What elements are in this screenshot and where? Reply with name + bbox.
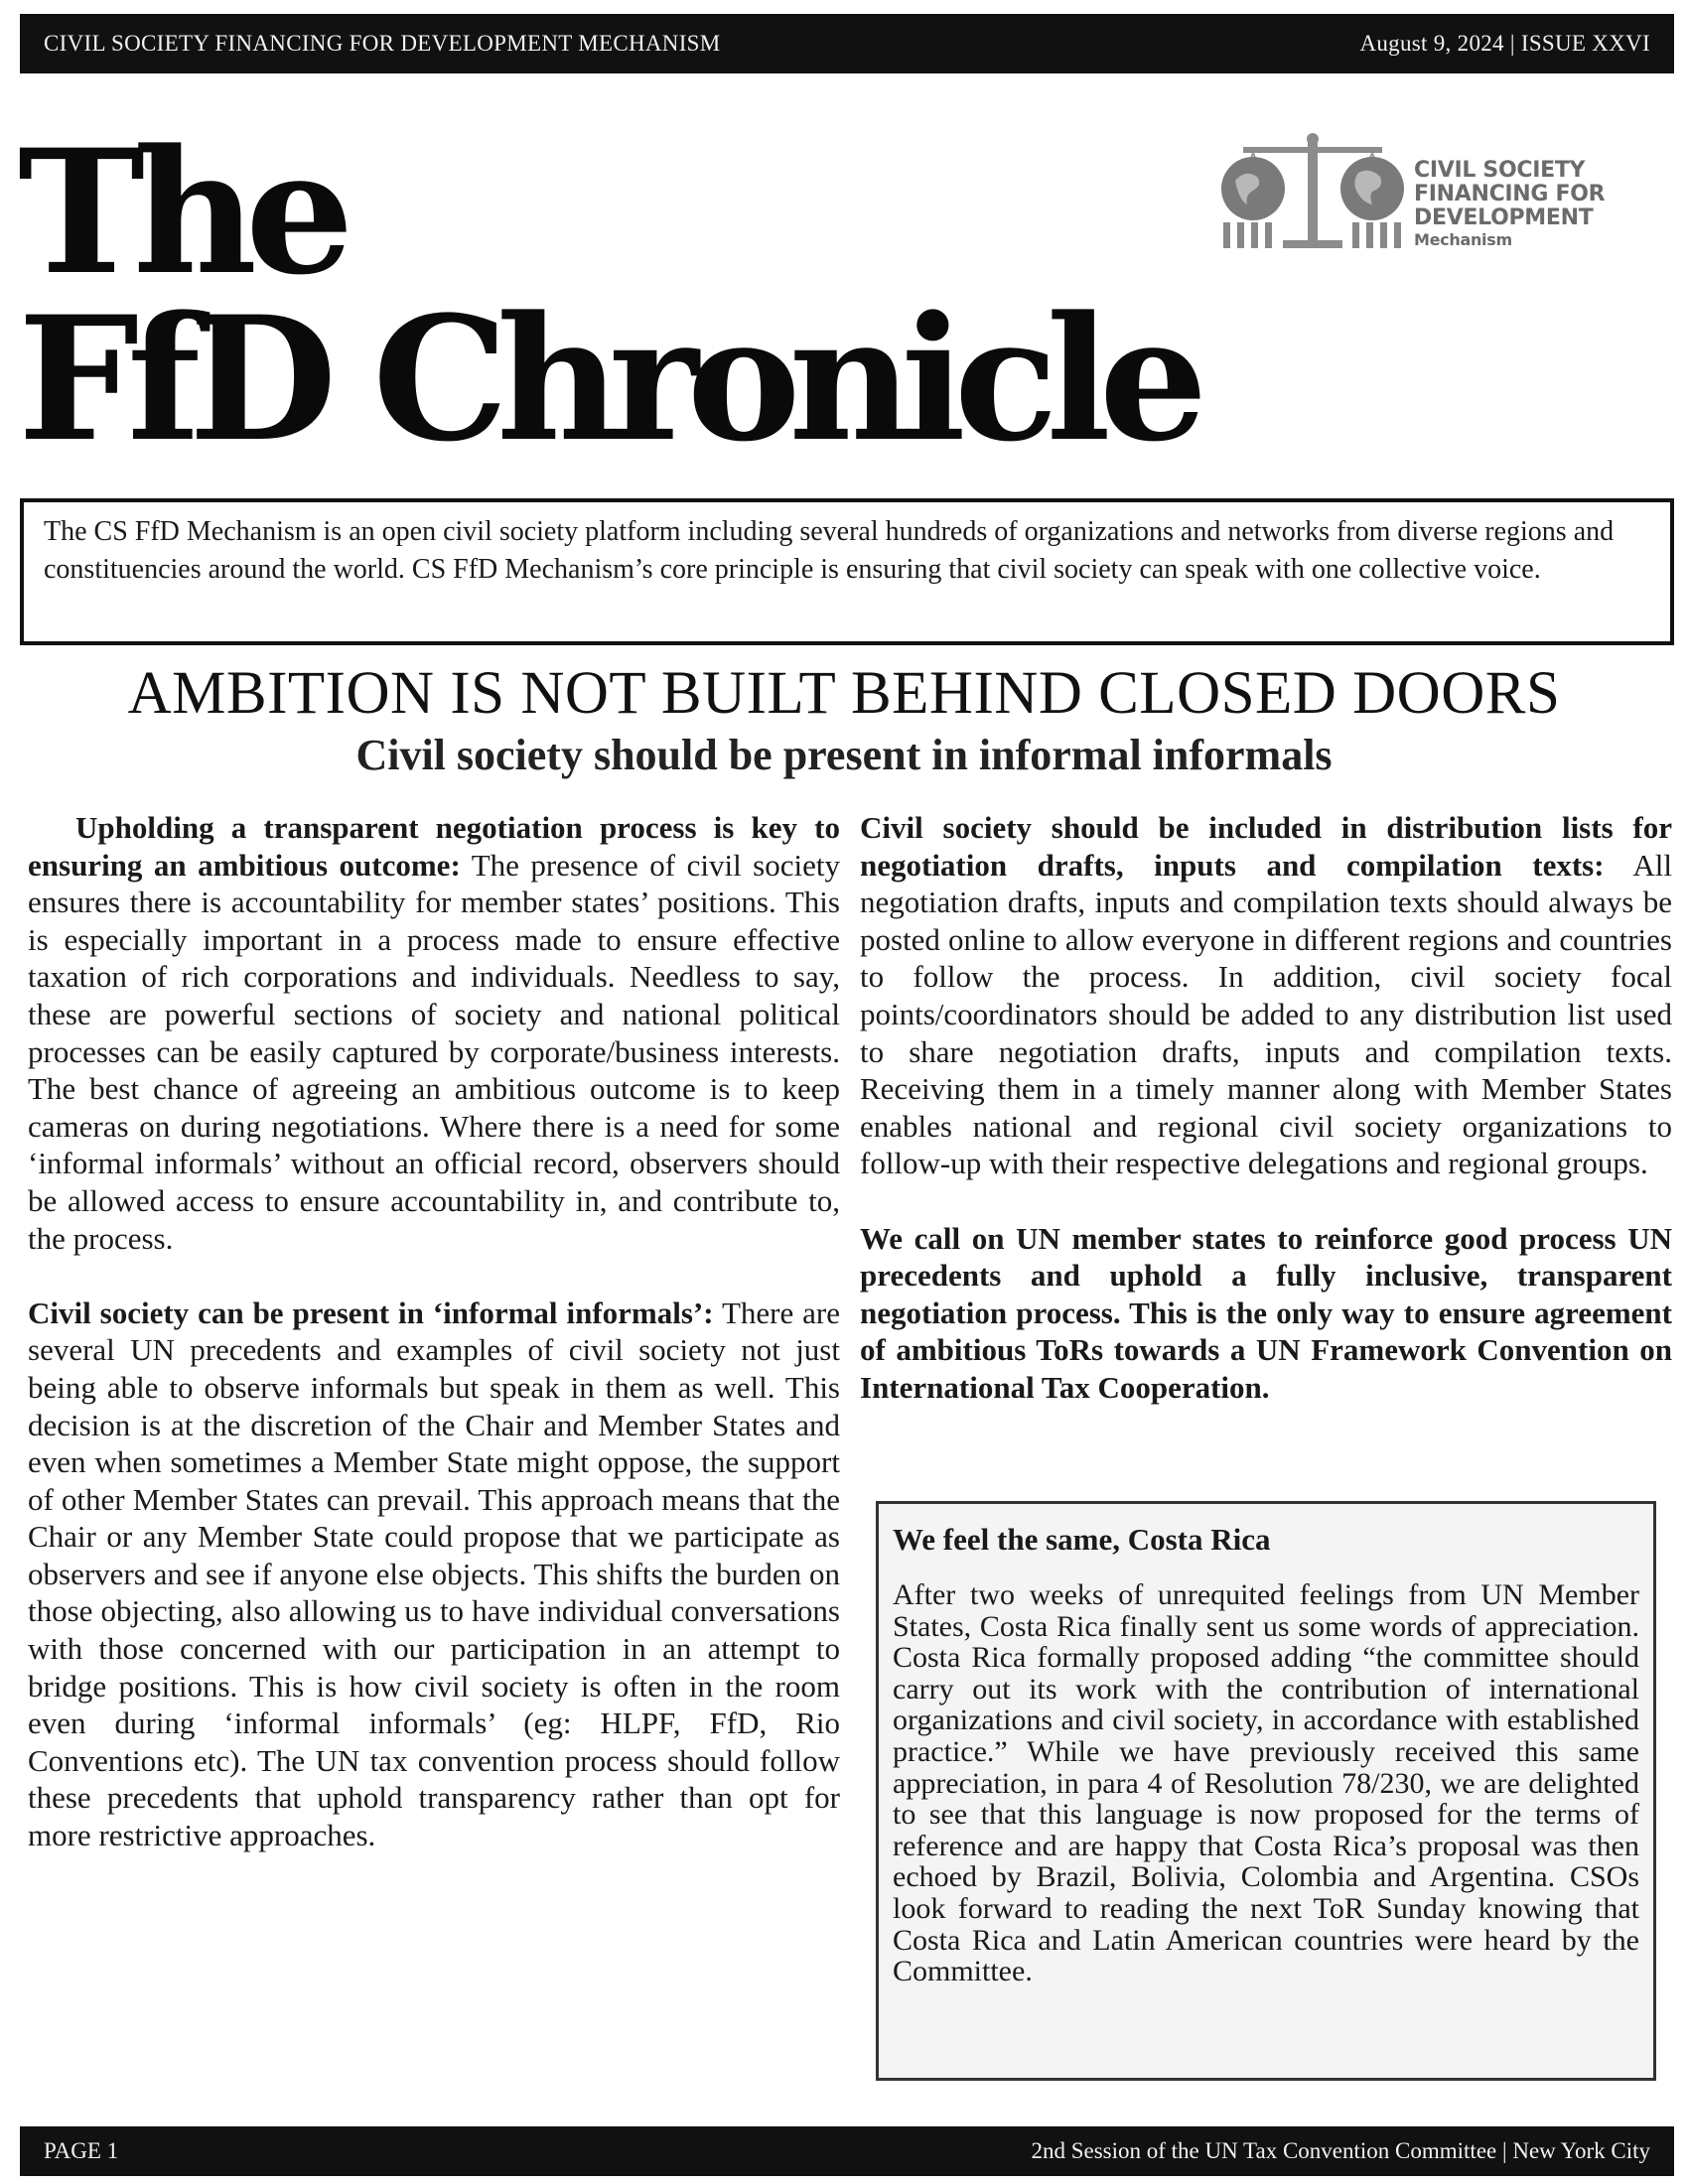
- paragraph-3: [860, 809, 1672, 1182]
- org-name: CIVIL SOCIETY FINANCING FOR DEVELOPMENT MECHANISM: [44, 31, 721, 56]
- bottom-banner: [20, 2126, 1674, 2176]
- article-column-right: [860, 809, 1672, 1443]
- call-to-action: [860, 1220, 1672, 1407]
- org-logo: [1213, 131, 1650, 260]
- paragraph-2-body: There are several UN precedents and examples of civil society not just being able to observe informals but speak in them as well. This decision is at the discretion of the Chair and Member States and even when sometimes a Member State might oppose, the support of other Member States can prevail. This approach means that the Chair or any Member State could propose that we participate as observers and see if anyone else objects. This shifts the burden on those objecting, also allowing us to have individual conversations with those concerned with our participation in an attempt to bridge positions. This is how civil society is often in the room even during ‘informal informals’ (eg: HLPF, FfD, Rio Conventions etc). The UN tax convention process should follow these precedents that uphold transparency rather than opt for more restrictive approaches.: [28, 1295, 841, 1853]
- logo-line-1: CIVIL SOCIETY: [1414, 158, 1586, 183]
- article-headline: AMBITION IS NOT BUILT BEHIND CLOSED DOORS: [127, 660, 1561, 727]
- paragraph-2-lead: Civil society can be present in ‘informal informals’:: [28, 1295, 714, 1330]
- page-number: PAGE 1: [44, 2138, 119, 2163]
- callout-box: [876, 1501, 1656, 2081]
- event-name: 2nd Session of the UN Tax Convention Committee | New York City: [1031, 2138, 1650, 2163]
- date-issue: August 9, 2024 | ISSUE XXVI: [1359, 31, 1650, 56]
- logo-line-3: DEVELOPMENT: [1414, 205, 1594, 230]
- callout-title: We feel the same, Costa Rica: [893, 1522, 1271, 1557]
- logo-wordmark: [1414, 159, 1605, 250]
- callout-body: After two weeks of unrequited feelings from UN Member States, Costa Rica finally sent us some words of appreciation. Costa Rica formally proposed adding “the committee should carry out its work with the contribution of international organizations and civil society, in accordance with established practice.” While we have previously received this same appreciation, in para 4 of Resolution 78/230, we are delighted to see that this language is now proposed for the terms of reference and are happy that Costa Rica’s proposal was then echoed by Brazil, Bolivia, Colombia and Argentina. CSOs look forward to reading the next ToR Sunday knowing that Costa Rica and Latin American countries were heard by the Committee.: [893, 1578, 1639, 1988]
- paragraph-1-lead: Upholding a transparent negotiation process is key to ensuring an ambitious outcome:: [28, 810, 840, 883]
- paragraph-1-body: The presence of civil society ensures there is accountability for member states’ positions. This is especially important in a process made to ensure effective taxation of rich corporations and individuals. Needless to say, these are powerful sections of society and national political processes can be easily captured by corporate/business interests. The best chance of agreeing an ambitious outcome is to keep cameras on during negotiations. Where there is a need for some ‘informal informals’ without an official record, observers should be allowed access to ensure accountability in, and contribute to, the process.: [28, 847, 840, 1256]
- logo-line-2: FINANCING FOR: [1414, 182, 1606, 206]
- masthead: [18, 111, 1196, 479]
- logo-line-4: Mechanism: [1414, 230, 1512, 249]
- intro-box: The CS FfD Mechanism is an open civil society platform including several hundreds of organizations and networks from diverse regions and constituencies around the world. CS FfD Mechanism’s core principle is ensuring that civil society can speak with one collective voice.: [20, 498, 1674, 645]
- paragraph-3-body: All negotiation drafts, inputs and compilation texts should always be posted online to allow everyone in different regions and countries to follow the process. In addition, civil society focal points/coordinators should be added to any distribution list used to share negotiation drafts, inputs and compilation texts. Receiving them in a timely manner along with Member States enables national and regional civil society organizations to follow-up with their respective delegations and regional groups.: [860, 847, 1672, 1181]
- article-column-left: [28, 809, 840, 1891]
- masthead-line-2: FfD Chronicle: [18, 278, 1196, 479]
- masthead-line-1: The: [18, 111, 343, 313]
- paragraph-2: [28, 1295, 840, 1854]
- paragraph-1: [28, 809, 840, 1257]
- scales-globes-icon: [1213, 131, 1412, 260]
- article-subheadline: Civil society should be present in informal informals: [355, 731, 1333, 779]
- paragraph-3-lead: Civil society should be included in distribution lists for negotiation drafts, inputs and compilation texts:: [860, 810, 1672, 883]
- call-to-action-text: We call on UN member states to reinforce good process UN precedents and uphold a fully inclusive, transparent negotiation process. This is the only way to ensure agreement of ambitious ToRs towards a UN Framework Convention on International Tax Cooperation.: [860, 1220, 1672, 1405]
- top-banner: [20, 14, 1674, 73]
